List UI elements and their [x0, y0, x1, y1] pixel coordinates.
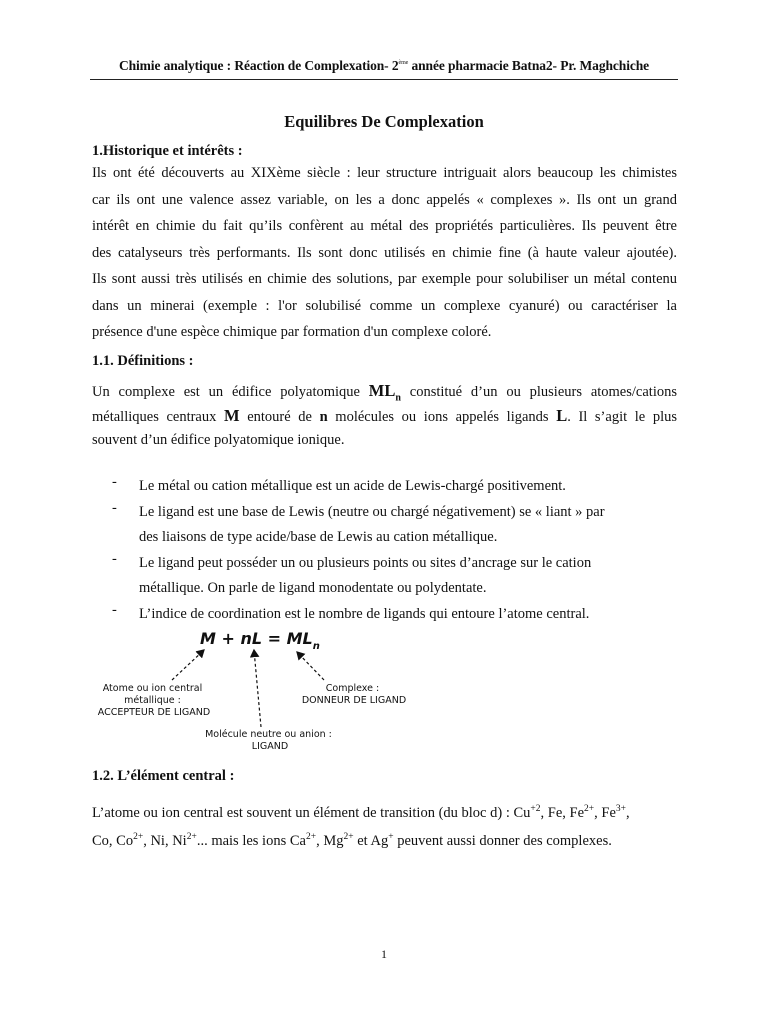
paragraph-line — [92, 403, 677, 428]
text-run: , Ni, Ni — [143, 833, 187, 849]
list-item-line: métallique. On parle de ligand monodentate ou polydentate. — [139, 580, 487, 596]
charge-superscript: +2 — [530, 804, 541, 814]
text-run: peuvent aussi donner des complexes. — [393, 833, 612, 849]
label-line: Complexe : — [325, 683, 380, 694]
formula-subscript: n — [395, 392, 401, 404]
section-heading-historique: 1.Historique et intérêts : — [92, 143, 243, 159]
paragraph-line: Ils sont aussi très utilisés en chimie des solutions, par exemple pour solubiliser un métal contenu — [92, 271, 677, 287]
list-item-text — [139, 474, 659, 499]
bullet-dash: - — [112, 474, 117, 490]
bullet-dash: - — [112, 551, 117, 567]
charge-superscript: 3+ — [615, 804, 626, 814]
formula-text: ML — [368, 381, 396, 400]
paragraph-line — [92, 827, 677, 855]
list-item-line: L’indice de coordination est le nombre de ligands qui entoure l’atome central. — [139, 606, 590, 622]
page-number: 1 — [381, 947, 387, 961]
paragraph-line: souvent d’un édifice polyatomique ionique. — [92, 432, 345, 448]
text-run: entouré de — [239, 409, 320, 425]
equation-text: M + nL = ML — [200, 629, 313, 648]
list-item-line: Le ligand peut posséder un ou plusieurs points ou sites d’ancrage sur le cation — [139, 555, 592, 571]
charge-superscript: 2+ — [343, 832, 354, 842]
text-run: Co, Co — [92, 833, 134, 849]
paragraph-line: car ils ont une valence assez variable, on les a donc appelés « complexes ». Ils ont un grand — [92, 191, 677, 208]
paragraph-line — [92, 799, 677, 827]
charge-superscript: 2+ — [133, 832, 144, 842]
text-run: , Fe — [594, 805, 616, 821]
document-title: Equilibres De Complexation — [284, 112, 484, 131]
text-run: ... mais les ions Ca — [196, 833, 306, 849]
page-header — [90, 58, 678, 74]
paragraph-element-central — [92, 799, 677, 855]
paragraph-historique — [92, 160, 677, 346]
list-item-line: Le métal ou cation métallique est un acide de Lewis-chargé positivement. — [139, 478, 566, 494]
charge-superscript: 2+ — [584, 804, 595, 814]
complexation-diagram — [92, 620, 412, 760]
charge-superscript: 2+ — [305, 832, 317, 842]
bullet-dash: - — [112, 500, 117, 516]
list-item-text — [139, 500, 659, 550]
label-line: ACCEPTEUR DE LIGAND — [97, 707, 211, 718]
text-run: constitué d’un ou plusieurs atomes/cations — [400, 384, 677, 400]
text-run: , — [625, 805, 630, 821]
header-divider — [90, 79, 678, 80]
paragraph-line — [92, 378, 677, 403]
text-run: , Fe, Fe — [540, 805, 585, 821]
section-heading-definitions: 1.1. Définitions : — [92, 353, 194, 369]
arrow-right — [297, 652, 324, 680]
list-item-line: Le ligand est une base de Lewis (neutre ou chargé négativement) se « liant » par — [139, 504, 605, 520]
paragraph-line: intérêt en chimie du fait qu’ils confèrent au métal des propriétés particulières. Ils peuvent être — [92, 218, 677, 234]
equation — [200, 629, 320, 652]
symbol-m: M — [224, 406, 240, 425]
label-line: Atome ou ion central — [102, 683, 203, 694]
text-run: molécules ou ions appelés ligands — [327, 409, 557, 425]
list-item-text — [139, 551, 659, 601]
text-run: . Il s’agit le plus — [567, 409, 677, 425]
paragraph-line: dans un minerai (exemple : l'or solubilisé comme un complexe cyanuré) ou caractériser la — [92, 297, 677, 314]
arrow-bottom — [254, 650, 261, 727]
paragraph-line: des catalyseurs très performants. Ils sont donc utilisés en chimie fine (à haute valeur ajoutée). — [92, 244, 677, 261]
formula-mln — [368, 381, 401, 404]
text-run: Un complexe est un édifice polyatomique — [92, 384, 369, 400]
label-line: LIGAND — [251, 741, 289, 752]
section-heading-element-central: 1.2. L’élément central : — [92, 768, 235, 784]
bullet-dash: - — [112, 602, 117, 618]
label-line: DONNEUR DE LIGAND — [301, 695, 407, 706]
paragraph-definitions — [92, 378, 677, 453]
charge-superscript: + — [388, 832, 394, 842]
arrow-left — [172, 650, 204, 680]
text-run: , Mg — [316, 833, 344, 849]
header-text: Chimie analytique : Réaction de Complexation- 2 — [118, 58, 399, 73]
charge-superscript: 2+ — [186, 832, 197, 842]
label-right — [302, 683, 406, 706]
label-line: Molécule neutre ou anion : — [205, 729, 332, 740]
label-bottom — [205, 729, 335, 752]
list-item-line: des liaisons de type acide/base de Lewis au cation métallique. — [139, 529, 498, 545]
text-run: métalliques centraux — [92, 409, 224, 425]
paragraph-line: Ils ont été découverts au XIXème siècle : leur structure intriguait alors beaucoup les chimistes — [92, 165, 677, 181]
symbol-n: n — [319, 409, 328, 425]
paragraph-line: présence d'une espèce chimique par formation d'un complexe coloré. — [92, 324, 492, 340]
equation-subscript: n — [312, 641, 320, 652]
text-run: L’atome ou ion central est souvent un élément de transition (du bloc d) : Cu — [92, 805, 531, 821]
symbol-l: L — [556, 406, 568, 425]
header-text-end: année pharmacie Batna2- Pr. Maghchiche — [408, 58, 650, 73]
label-line: métallique : — [124, 695, 181, 706]
label-left — [98, 683, 210, 718]
text-run: et Ag — [353, 833, 389, 849]
header-superscript: ème — [398, 60, 409, 66]
